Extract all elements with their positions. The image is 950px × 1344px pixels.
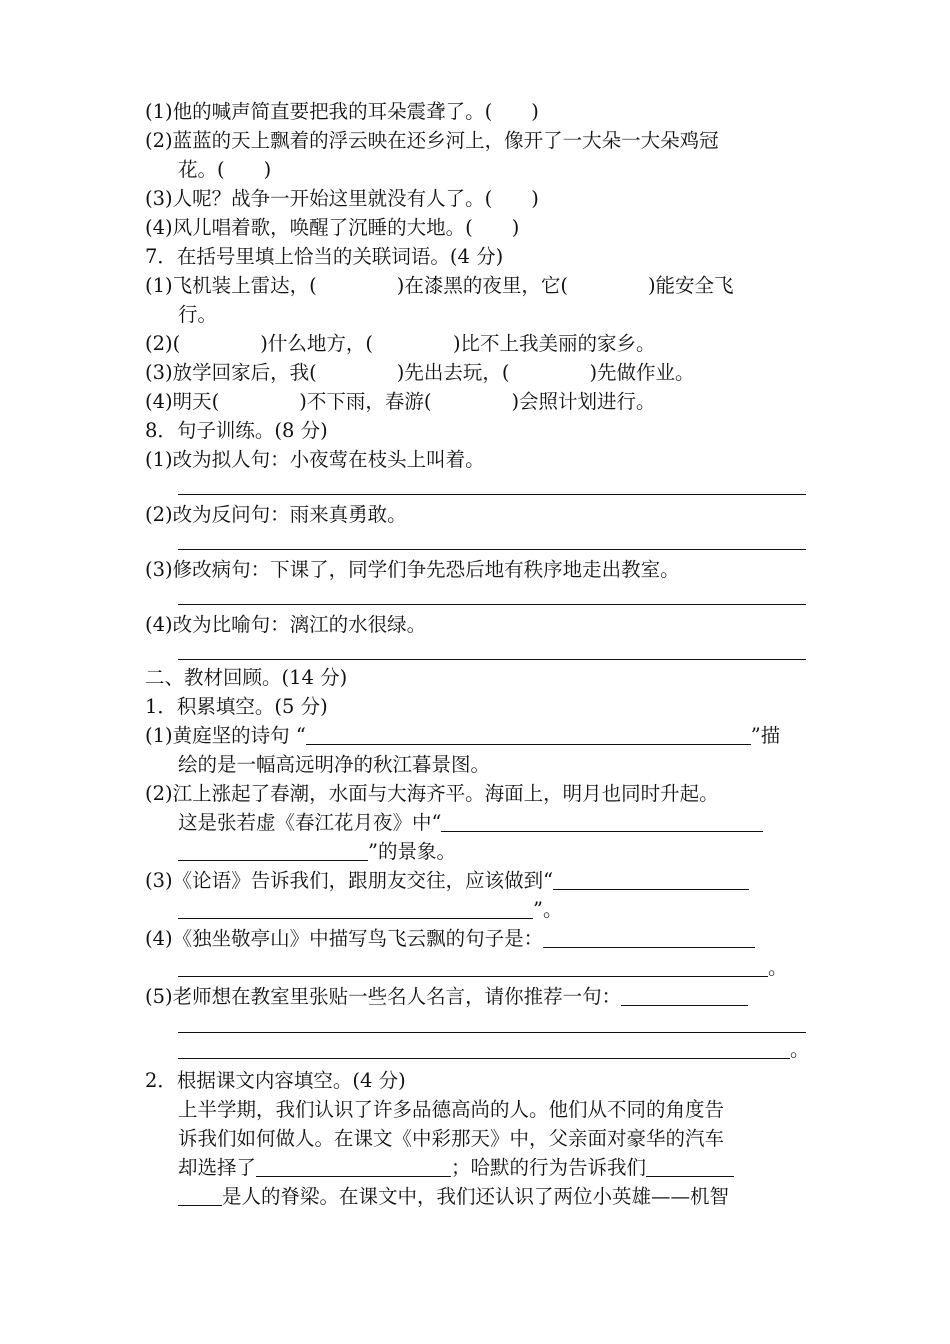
s2-q2-para-1: 上半学期，我们认识了许多品德高尚的人。他们从不同的角度告 xyxy=(178,1098,725,1121)
q6-item-1: (1)他的喊声简直要把我的耳朵震聋了。( ) xyxy=(145,100,539,123)
blank[interactable] xyxy=(178,1185,222,1206)
blank[interactable] xyxy=(441,811,763,832)
s2-q1-item-5-cont: 。 xyxy=(178,1035,807,1064)
answer-line[interactable] xyxy=(178,549,806,550)
blank[interactable] xyxy=(256,1156,451,1177)
s2-q1-item-1: (1)黄庭坚的诗句 “ ”描 xyxy=(145,724,781,747)
q7-item-1: (1)飞机装上雷达，( )在漆黑的夜里，它( )能安全飞 xyxy=(145,274,734,297)
q7-item-2: (2)( )什么地方，( )比不上我美丽的家乡。 xyxy=(145,332,656,355)
q8-heading: 8．句子训练。(8 分) xyxy=(145,419,328,442)
s2-q1-item-1-cont: 绘的是一幅高远明净的秋江暮景图。 xyxy=(178,753,491,776)
q6-item-3: (3)人呢？战争一开始这里就没有人了。( ) xyxy=(145,187,539,210)
s2-q1-item-3-cont: ”。 xyxy=(178,895,807,924)
s2-q1-heading: 1．积累填空。(5 分) xyxy=(145,695,328,718)
blank[interactable] xyxy=(543,927,755,948)
q8-item-4: (4)改为比喻句：漓江的水很绿。 xyxy=(145,613,427,636)
q6-item-4: (4)风儿唱着歌，唤醒了沉睡的大地。( ) xyxy=(145,216,520,239)
s2-q2-para-4: 是人的脊梁。在课文中，我们还认识了两位小英雄——机智 xyxy=(178,1182,807,1211)
s2-q1-item-5: (5)老师想在教室里张贴一些名人名言，请你推荐一句： xyxy=(145,982,807,1011)
s2-q2-para-2: 诉我们如何做人。在课文《中彩那天》中，父亲面对豪华的汽车 xyxy=(178,1127,725,1150)
blank[interactable] xyxy=(621,985,748,1006)
q7-heading: 7．在括号里填上恰当的关联词语。(4 分) xyxy=(145,245,504,268)
q8-item-2: (2)改为反问句：雨来真勇敢。 xyxy=(145,503,407,526)
s2-q1-item-4: (4)《独坐敬亭山》中描写鸟飞云飘的句子是： xyxy=(145,924,807,953)
q6-item-2-cont: 花。( ) xyxy=(178,158,272,181)
blank[interactable] xyxy=(178,956,768,977)
s2-q1-item-2: (2)江上涨起了春潮，水面与大海齐平。海面上，明月也同时升起。 xyxy=(145,782,719,805)
answer-line[interactable] xyxy=(178,494,806,495)
answer-line[interactable] xyxy=(178,1032,806,1033)
s2-q1-item-2-cont2: ”的景象。 xyxy=(178,837,807,866)
q7-item-4: (4)明天( )不下雨，春游( )会照计划进行。 xyxy=(145,390,656,413)
s2-q1-item-2-cont: 这是张若虚《春江花月夜》中“ xyxy=(178,808,807,837)
s2-q1-item-3: (3)《论语》告诉我们，跟朋友交往，应该做到“ xyxy=(145,866,807,895)
s2-q2-heading: 2．根据课文内容填空。(4 分) xyxy=(145,1069,406,1092)
answer-line[interactable] xyxy=(178,604,806,605)
blank[interactable] xyxy=(178,1038,790,1059)
q7-item-1-cont: 行。 xyxy=(178,303,218,326)
q8-item-3: (3)修改病句：下课了，同学们争先恐后地有秩序地走出教室。 xyxy=(145,558,680,581)
q7-item-3: (3)放学回家后，我( )先出去玩，( )先做作业。 xyxy=(145,361,695,384)
q6-item-2: (2)蓝蓝的天上飘着的浮云映在还乡河上，像开了一大朵一大朵鸡冠 xyxy=(145,129,719,152)
s2-q2-para-3: 却选择了 ；哈默的行为告诉我们 xyxy=(178,1153,807,1182)
section-2-heading: 二、教材回顾。(14 分) xyxy=(145,666,348,689)
blank[interactable] xyxy=(178,898,533,919)
blank[interactable] xyxy=(553,869,749,890)
answer-line[interactable] xyxy=(178,659,806,660)
q8-item-1: (1)改为拟人句：小夜莺在枝头上叫着。 xyxy=(145,448,485,471)
blank[interactable] xyxy=(306,724,751,745)
blank[interactable] xyxy=(178,840,368,861)
s2-q1-item-4-cont: 。 xyxy=(178,953,807,982)
blank[interactable] xyxy=(646,1156,734,1177)
